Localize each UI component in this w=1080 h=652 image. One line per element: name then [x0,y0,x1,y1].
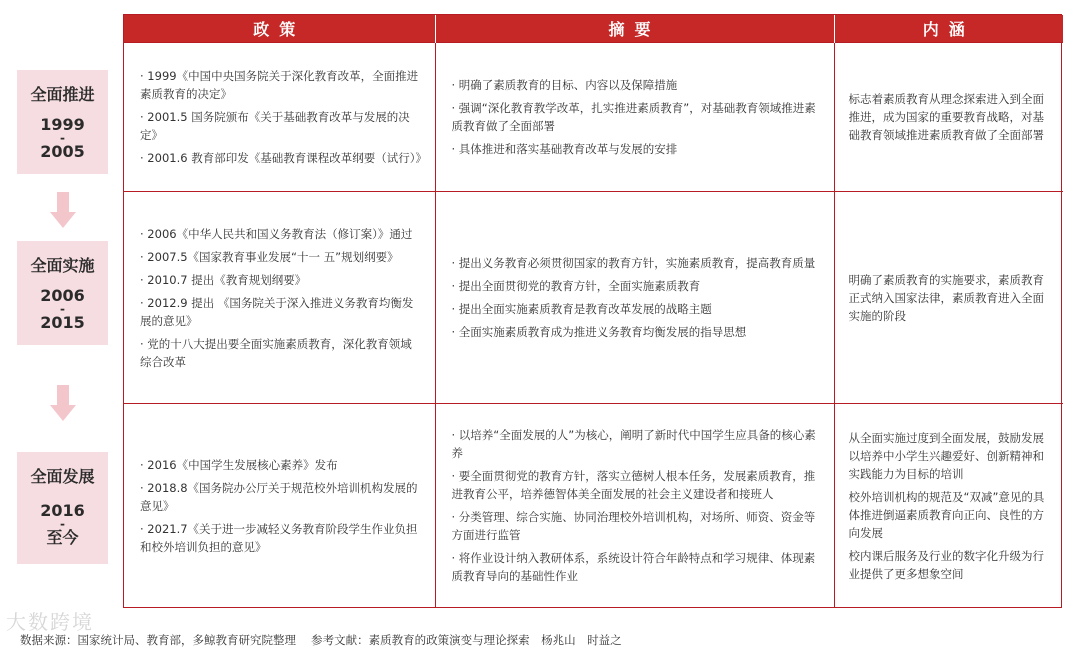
table-row [124,43,1063,192]
summary-cell [435,43,834,192]
policy-cell [124,192,435,404]
stage-1 [17,70,108,174]
meaning-item: 从全面实施过度到全面发展，鼓励发展以培养中小学生兴趣爱好、创新精神和实践能力为目标的培训 [848,430,1044,481]
policy-item: · 2016《中国学生发展核心素养》发布 [140,457,338,472]
policy-item: · 2001.6 教育部印发《基础教育课程改革纲要（试行）》 [140,151,427,165]
summary-item: · 明确了素质教育的目标、内容以及保障措施 [451,78,678,92]
meaning-cell [834,192,1063,404]
summary-cell [435,404,834,608]
stage-2-name: 全面实施 [30,256,95,275]
policy-cell [124,43,435,192]
stage-1-start: 1999 [40,115,85,134]
policy-grid [124,15,1063,608]
summary-item: · 提出全面贯彻党的教育方针，全面实施素质教育 [451,279,701,293]
source-footnote: 数据来源：国家统计局、教育部，多鲸教育研究院整理 参考文献：素质教育的政策演变与理论探索 杨兆山 时益之 [20,633,622,647]
down-arrow-icon [50,385,76,421]
policy-item: · 2006《中华人民共和国义务教育法（修订案）》通过 [140,226,413,241]
summary-cell [435,192,834,404]
meaning-cell [834,43,1063,192]
summary-item: · 将作业设计纳入教研体系，系统设计符合年龄特点和学习规律、体现素质教育导向的基础性作业 [451,551,816,584]
stage-1-end: 2005 [40,142,85,161]
table-row [124,192,1063,404]
policy-item: · 2001.5 国务院颁布《关于基础教育改革与发展的决定》 [140,110,410,142]
policy-cell [124,404,435,608]
policy-item: · 2012.9 提出 《国务院关于深入推进义务教育均衡发展的意见》 [140,295,414,328]
stage-1-name: 全面推进 [30,85,95,104]
summary-item: · 具体推进和落实基础教育改革与发展的安排 [451,142,678,156]
meaning-item: 标志着素质教育从理念探索进入到全面推进，成为国家的重要教育战略，对基础教育领域推进素质教育做了全面部署 [848,92,1044,142]
policy-item: · 党的十八大提出要全面实施素质教育，深化教育领域综合改革 [140,336,412,369]
stage-3-name: 全面发展 [30,467,95,486]
stage-3-dash: - [60,517,65,531]
stage-3 [17,452,108,564]
header-row [124,15,1063,43]
summary-item: · 强调“深化教育教学改革，扎实推进素质教育”，对基础教育领域推进素质教育做了全面部署 [451,101,816,133]
policy-item: · 1999《中国中央国务院关于深化教育改革，全面推进素质教育的决定》 [140,69,419,101]
meaning-item: 校外培训机构的规范及“双减”意见的具体推进倒逼素质教育向正向、良性的方向发展 [848,489,1045,540]
table-row [124,404,1063,608]
summary-item: · 要全面贯彻党的教育方针，落实立德树人根本任务，发展素质教育，推进教育公平，培养德智体美全面发展的社会主义建设者和接班人 [451,469,816,502]
header-meaning: 内涵 [834,15,1063,43]
stage-1-dash: - [60,131,65,145]
header-policy: 政策 [124,15,435,43]
stage-3-start: 2016 [40,501,85,520]
policy-table [123,14,1062,608]
header-summary: 摘要 [435,15,834,43]
summary-item: · 提出全面实施素质教育是教育改革发展的战略主题 [451,302,712,316]
meaning-item: 校内课后服务及行业的数字化升级为行业提供了更多想象空间 [848,548,1044,581]
policy-item: · 2010.7 提出《教育规划纲要》 [140,272,307,287]
down-arrow-icon [50,192,76,228]
meaning-item: 明确了素质教育的实施要求，素质教育正式纳入国家法律，素质教育进入全面实施的阶段 [848,272,1044,323]
summary-item: · 以培养“全面发展的人”为核心，阐明了新时代中国学生应具备的核心素养 [451,428,816,461]
summary-item: · 全面实施素质教育成为推进义务教育均衡发展的指导思想 [451,325,747,339]
stage-2-dash: - [60,302,65,316]
policy-item: · 2021.7《关于进一步减轻义务教育阶段学生作业负担和校外培训负担的意见》 [140,521,418,554]
meaning-cell [834,404,1063,608]
summary-item: · 分类管理、综合实施、协同治理校外培训机构，对场所、师资、资金等方面进行监管 [451,510,816,543]
stage-3-end: 至今 [46,528,79,547]
stage-2-end: 2015 [40,313,85,332]
stage-2 [17,241,108,345]
policy-item: · 2007.5《国家教育事业发展“十一 五”规划纲要》 [140,249,399,264]
watermark: 大数跨境 [6,610,94,634]
stage-2-start: 2006 [40,286,85,305]
summary-item: · 提出义务教育必须贯彻国家的教育方针，实施素质教育，提高教育质量 [451,256,816,270]
policy-item: · 2018.8《国务院办公厅关于规范校外培训机构发展的意见》 [140,480,418,513]
